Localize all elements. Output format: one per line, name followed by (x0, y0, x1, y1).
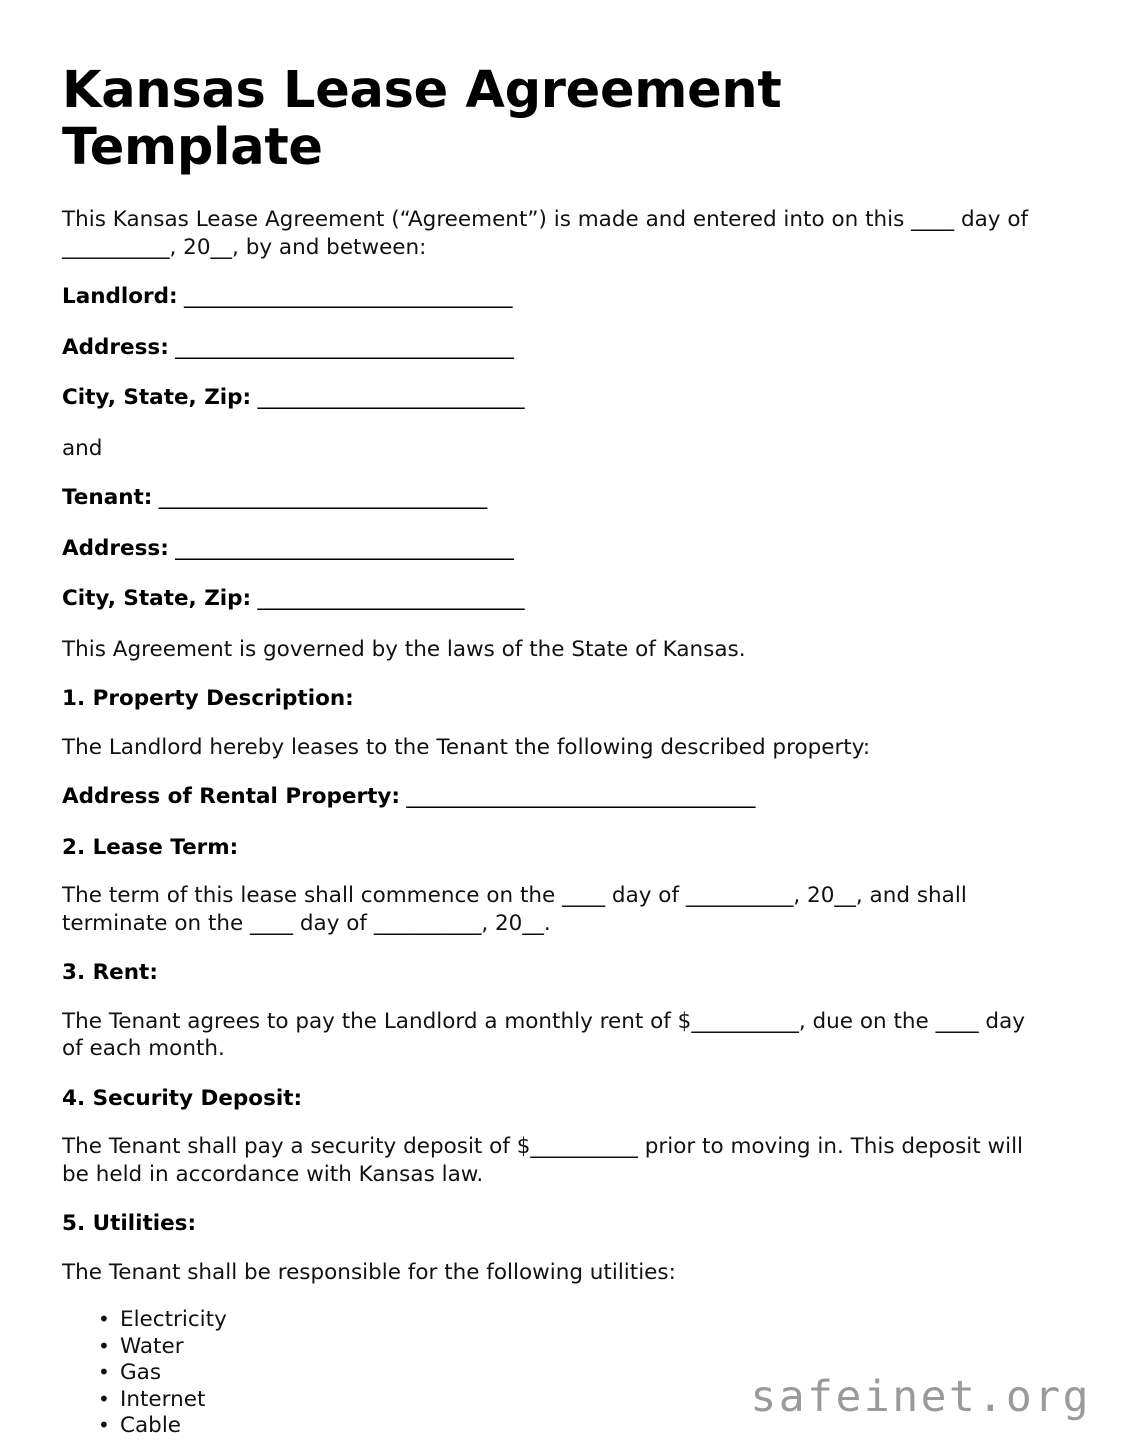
landlord-address-blank[interactable]: _________________________________ (168, 334, 514, 360)
list-item: • Cable (98, 1413, 1052, 1440)
security-deposit-body: The Tenant shall pay a security deposit of $__________ prior to moving in. This deposit will be held in accordance with Kansas law. (62, 1134, 1024, 1187)
list-item: • Internet (98, 1387, 1052, 1414)
list-item: • Electricity (98, 1307, 1052, 1334)
landlord-city-state-zip-blank[interactable]: __________________________ (251, 385, 524, 411)
tenant-label: Tenant: (62, 485, 153, 511)
utilities-body: The Tenant shall be responsible for the following utilities: (62, 1259, 676, 1285)
landlord-label: Landlord: (62, 284, 178, 310)
landlord-address-field (62, 334, 1052, 362)
property-description-body: The Landlord hereby leases to the Tenant the following described property: (62, 734, 871, 760)
conjunction-and: and (62, 435, 103, 461)
governing-law-paragraph: This Agreement is governed by the laws of the State of Kansas. (62, 636, 746, 662)
tenant-address-field (62, 535, 1052, 563)
page-title: Kansas Lease Agreement Template (62, 61, 782, 178)
landlord-field (62, 283, 1052, 311)
section-heading-rent: 3. Rent: (62, 960, 158, 986)
landlord-city-state-zip-field (62, 384, 1052, 412)
tenant-address-label: Address: (62, 535, 169, 561)
intro-paragraph: This Kansas Lease Agreement (“Agreement”) is made and entered into on this ____ day of __________, 20__, by and between: (62, 207, 1029, 260)
section-heading-security-deposit: 4. Security Deposit: (62, 1085, 303, 1111)
rental-property-address-label: Address of Rental Property: (62, 784, 400, 810)
tenant-city-state-zip-field (62, 585, 1052, 613)
tenant-field (62, 484, 1052, 512)
tenant-address-blank[interactable]: _________________________________ (168, 535, 514, 561)
list-item: • Gas (98, 1360, 1052, 1387)
lease-term-body: The term of this lease shall commence on the ____ day of __________, 20__, and shall terminate on the ____ day of __________, 20__. (62, 883, 967, 936)
list-item: • Water (98, 1334, 1052, 1361)
section-heading-lease-term: 2. Lease Term: (62, 834, 239, 860)
rental-property-address-field (62, 783, 1052, 811)
tenant-city-state-zip-label: City, State, Zip: (62, 586, 252, 612)
tenant-city-state-zip-blank[interactable]: __________________________ (251, 586, 524, 612)
section-heading-property-description: 1. Property Description: (62, 686, 354, 712)
site-watermark: safeinet.org (750, 1372, 1091, 1422)
landlord-blank[interactable]: ________________________________ (177, 284, 512, 310)
rental-property-address-blank[interactable]: __________________________________ (399, 784, 755, 810)
tenant-blank[interactable]: ________________________________ (152, 485, 487, 511)
rent-body: The Tenant agrees to pay the Landlord a monthly rent of $__________, due on the ____ day of each month. (62, 1008, 1025, 1062)
landlord-city-state-zip-label: City, State, Zip: (62, 385, 252, 411)
section-heading-utilities: 5. Utilities: (62, 1211, 197, 1237)
landlord-address-label: Address: (62, 334, 169, 360)
document-content (62, 62, 1052, 1440)
